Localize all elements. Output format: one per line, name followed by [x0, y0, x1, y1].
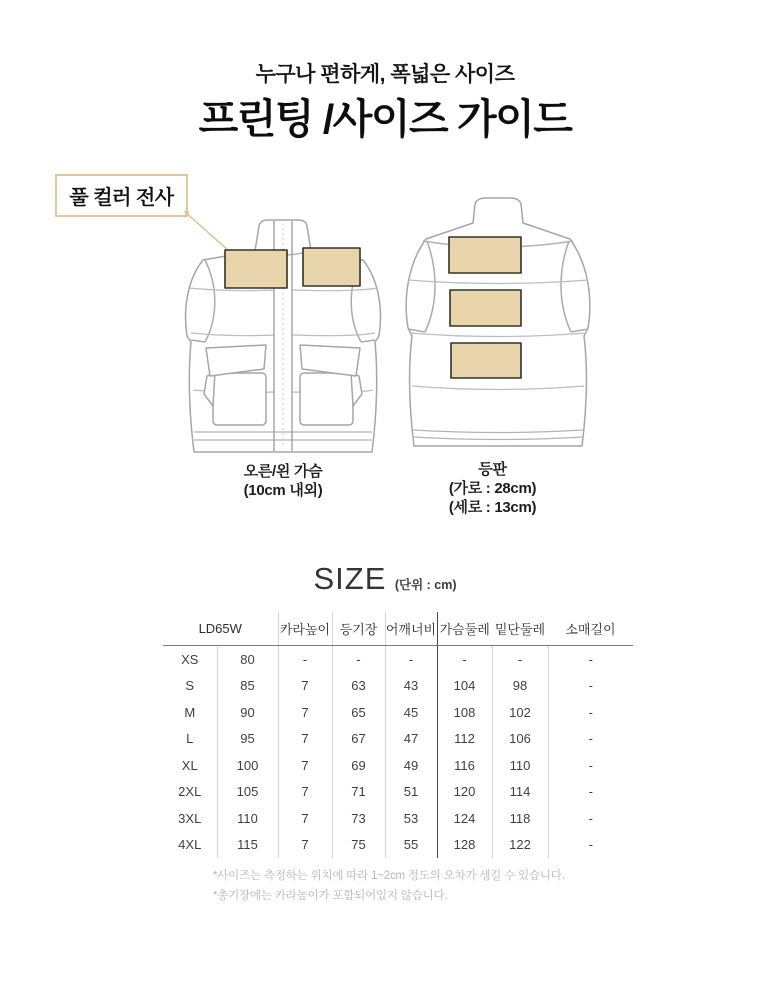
size-value-cell: 116	[437, 752, 492, 779]
size-value-cell: -	[548, 779, 633, 806]
size-value-cell: 105	[217, 779, 278, 806]
size-value-cell: 7	[278, 726, 332, 753]
size-value-cell: 118	[492, 805, 548, 832]
size-table-row	[163, 805, 633, 832]
size-value-cell: 71	[332, 779, 385, 806]
size-value-cell: -	[385, 646, 437, 673]
size-unit-label: (단위 : cm)	[394, 578, 457, 592]
size-table-header-row	[163, 612, 633, 646]
callout-label: 풀 컬러 전사	[69, 187, 174, 209]
size-value-cell: 104	[437, 673, 492, 700]
column-header-sleeve-length: 소매길이	[548, 612, 633, 646]
vest-front-illustration	[173, 218, 393, 458]
size-value-cell: 63	[332, 673, 385, 700]
size-label-cell: 3XL	[178, 810, 202, 826]
size-value-cell: 115	[217, 832, 278, 859]
size-value-cell: -	[548, 673, 633, 700]
size-value-cell: 100	[217, 752, 278, 779]
back-print-caption	[385, 460, 600, 517]
size-table-row	[163, 779, 633, 806]
page-subtitle: 누구나 편하게, 폭넓은 사이즈	[255, 63, 515, 86]
size-value-cell: 7	[278, 752, 332, 779]
size-label-cell: XL	[181, 757, 198, 773]
size-value-cell: 106	[492, 726, 548, 753]
size-value-cell: 110	[492, 752, 548, 779]
front-caption-line2: (10cm 내외)	[243, 482, 323, 499]
size-value-cell: 65	[332, 699, 385, 726]
footnote-2: *총기장에는 카라높이가 포함되어있지 않습니다.	[213, 890, 448, 902]
size-table-row	[163, 699, 633, 726]
size-table-row	[163, 726, 633, 753]
size-value-cell: 98	[492, 673, 548, 700]
size-value-cell: 110	[217, 805, 278, 832]
size-value-cell: -	[548, 646, 633, 673]
size-table-row	[163, 646, 633, 673]
front-print-caption	[173, 462, 393, 500]
size-value-cell: 114	[492, 779, 548, 806]
size-value-cell: 108	[437, 699, 492, 726]
back-caption-line3: (세로 : 13cm)	[448, 499, 537, 516]
print-area-right-chest	[303, 248, 360, 286]
size-value-cell: 45	[385, 699, 437, 726]
size-value-cell: 7	[278, 832, 332, 859]
column-header-collar-height: 카라높이	[278, 612, 332, 646]
column-header-chest-circumference: 가슴둘레	[437, 612, 492, 646]
size-value-cell: 128	[437, 832, 492, 859]
size-value-cell: 67	[332, 726, 385, 753]
size-value-cell: -	[278, 646, 332, 673]
size-label-cell: S	[185, 678, 195, 694]
size-value-cell: 102	[492, 699, 548, 726]
size-label-cell: 4XL	[178, 837, 202, 853]
size-value-cell: -	[548, 805, 633, 832]
size-label-cell: XS	[181, 651, 199, 667]
print-area-back-top	[449, 237, 521, 273]
size-table-row	[163, 752, 633, 779]
size-value-cell: 85	[217, 673, 278, 700]
size-value-cell: 51	[385, 779, 437, 806]
back-caption-line1: 등판	[478, 461, 507, 478]
size-footnotes	[213, 866, 565, 906]
size-value-cell: 112	[437, 726, 492, 753]
vest-back-illustration	[393, 196, 603, 452]
size-value-cell: -	[548, 699, 633, 726]
size-value-cell: 69	[332, 752, 385, 779]
full-color-transfer-callout	[55, 174, 188, 217]
size-value-cell: -	[548, 752, 633, 779]
footnote-1: *사이즈는 측정하는 위치에 따라 1~2cm 정도의 오차가 생길 수 있습니다.	[213, 870, 565, 882]
column-header-back-length: 등기장	[332, 612, 385, 646]
size-title: SIZE	[313, 561, 387, 596]
size-value-cell: -	[548, 726, 633, 753]
size-value-cell: 7	[278, 805, 332, 832]
size-value-cell: 53	[385, 805, 437, 832]
size-value-cell: -	[332, 646, 385, 673]
size-value-cell: 7	[278, 779, 332, 806]
size-value-cell: 7	[278, 673, 332, 700]
size-value-cell: -	[437, 646, 492, 673]
size-value-cell: 43	[385, 673, 437, 700]
size-value-cell: -	[548, 832, 633, 859]
size-value-cell: -	[492, 646, 548, 673]
size-value-cell: 124	[437, 805, 492, 832]
size-value-cell: 120	[437, 779, 492, 806]
size-value-cell: 49	[385, 752, 437, 779]
size-table-body	[163, 646, 633, 859]
size-table	[163, 612, 633, 858]
size-value-cell: 95	[217, 726, 278, 753]
page-title: 프린팅 /사이즈 가이드	[198, 96, 572, 142]
column-header-shoulder-width: 어깨너비	[385, 612, 437, 646]
size-table-row	[163, 832, 633, 859]
size-value-cell: 80	[217, 646, 278, 673]
back-caption-line2: (가로 : 28cm)	[448, 480, 537, 497]
print-area-left-chest	[225, 250, 287, 288]
size-table-row	[163, 673, 633, 700]
size-value-cell: 55	[385, 832, 437, 859]
size-value-cell: 90	[217, 699, 278, 726]
print-area-back-bottom	[451, 343, 521, 378]
size-value-cell: 75	[332, 832, 385, 859]
size-label-cell: L	[186, 731, 194, 747]
print-area-back-middle	[450, 290, 521, 326]
column-header-hem-circumference: 밑단둘레	[492, 612, 548, 646]
size-value-cell: 47	[385, 726, 437, 753]
front-caption-line1: 오른/왼 가슴	[243, 463, 323, 480]
size-value-cell: 7	[278, 699, 332, 726]
size-value-cell: 122	[492, 832, 548, 859]
product-code-header: LD65W	[163, 612, 278, 646]
size-value-cell: 73	[332, 805, 385, 832]
size-section-heading	[0, 561, 770, 597]
size-label-cell: 2XL	[178, 784, 202, 800]
size-label-cell: M	[184, 704, 196, 720]
